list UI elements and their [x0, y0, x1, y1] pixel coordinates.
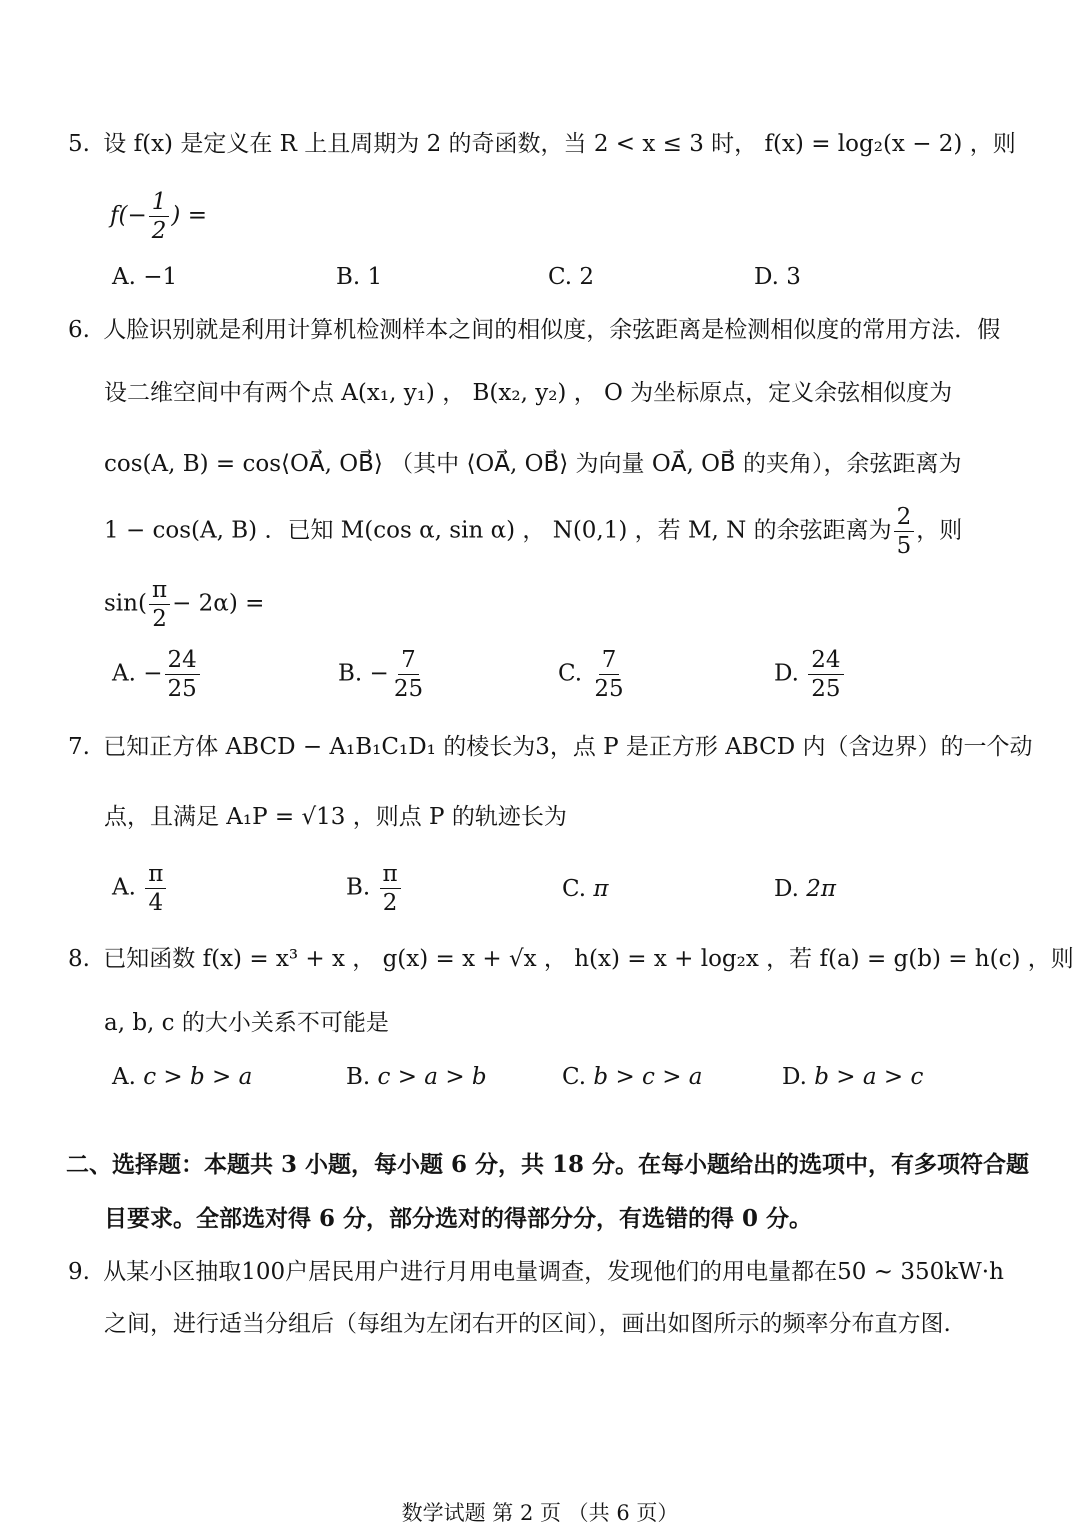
option-text: b > a > c — [814, 1064, 924, 1090]
fraction-den: 25 — [811, 676, 841, 703]
option-fraction — [591, 648, 626, 701]
q6-number: 6. — [68, 317, 90, 343]
option-sign: − — [143, 660, 163, 687]
q7-option-d — [774, 878, 836, 901]
option-label: D. — [782, 1064, 807, 1090]
q9-number: 9. — [68, 1259, 90, 1285]
page-footer: 数学试题 第 2 页 （共 6 页） — [401, 1501, 679, 1525]
fraction-num: 7 — [398, 648, 419, 675]
option-label: D. — [774, 876, 799, 902]
q5-expr-fraction — [149, 190, 170, 243]
option-label: D. — [754, 264, 779, 290]
fraction-num: π — [145, 862, 166, 889]
q7-line-1 — [68, 736, 1033, 759]
q8-number: 8. — [68, 946, 90, 972]
option-label: D. — [774, 660, 799, 687]
fraction-den: 5 — [896, 533, 912, 560]
q6-option-c — [558, 648, 629, 701]
q9-line-1 — [68, 1261, 1004, 1284]
option-sign: − — [369, 660, 389, 687]
q5-expr-den: 2 — [151, 218, 167, 245]
q7-option-b — [346, 862, 403, 915]
q8-line-1-text: 已知函数 f(x) = x³ + x ， g(x) = x + √x ， h(x) = x + log₂x ，若 f(a) = g(b) = h(c) ，则 — [103, 946, 1074, 972]
q7-line-1-text: 已知正方体 ABCD − A₁B₁C₁D₁ 的棱长为3，点 P 是正方形 ABCD 内（含边界）的一个动 — [103, 734, 1033, 760]
option-label: B. — [338, 660, 363, 687]
option-text: 2 — [579, 264, 595, 290]
option-fraction — [145, 862, 166, 915]
option-label: A. — [112, 660, 136, 687]
q6-line-4-text: 1 − cos(A, B) ．已知 M(cos α, sin α) ， N(0,1) ，若 M, N 的余弦距离为 — [104, 517, 892, 544]
q6-line-5 — [104, 578, 264, 631]
option-label: C. — [548, 264, 573, 290]
q5-stem-text: 设 f(x) 是定义在 R 上且周期为 2 的奇函数，当 2 < x ≤ 3 时， f(x) = log₂(x − 2) ，则 — [103, 131, 1016, 157]
option-label: B. — [336, 264, 361, 290]
q6-line-1 — [68, 319, 1000, 342]
option-fraction — [808, 648, 843, 701]
q8-line-2: a, b, c 的大小关系不可能是 — [104, 1010, 389, 1036]
option-text: π — [593, 876, 609, 902]
option-text: 1 — [367, 264, 383, 290]
option-text: 2π — [806, 876, 836, 902]
q6-line-5-suffix: − 2α) = — [172, 590, 265, 617]
q8-option-a — [112, 1066, 252, 1089]
option-label: C. — [558, 660, 583, 687]
q8-option-b — [346, 1066, 487, 1089]
q5-option-c — [548, 266, 594, 289]
option-label: A. — [112, 874, 136, 901]
q5-option-b — [336, 266, 382, 289]
fraction-num: 2 — [894, 505, 915, 532]
q8-option-c — [562, 1066, 703, 1089]
fraction-num: 24 — [165, 648, 200, 675]
option-fraction — [391, 648, 426, 701]
option-label: C. — [562, 1064, 587, 1090]
q5-option-a — [112, 266, 177, 289]
option-text: c > b > a — [143, 1064, 253, 1090]
option-fraction — [165, 648, 200, 701]
q6-line-2: 设二维空间中有两个点 A(x₁, y₁) ， B(x₂, y₂) ， O 为坐标原点，定义余弦相似度为 — [104, 380, 953, 406]
option-label: B. — [346, 874, 371, 901]
fraction-den: 25 — [167, 676, 197, 703]
q5-expression — [110, 190, 207, 243]
q6-line-5-fraction — [149, 578, 170, 631]
fraction-den: 25 — [594, 676, 624, 703]
q6-option-d — [774, 648, 846, 701]
q5-number: 5. — [68, 131, 90, 157]
q7-option-c — [562, 878, 609, 901]
fraction-den: 25 — [393, 676, 424, 703]
option-fraction — [380, 862, 401, 915]
q9-line-2: 之间，进行适当分组后（每组为左闭右开的区间），画出如图所示的频率分布直方图. — [104, 1311, 951, 1337]
option-label: A. — [112, 264, 136, 290]
option-text: c > a > b — [377, 1064, 487, 1090]
q6-option-a — [112, 648, 202, 701]
q6-option-b — [338, 648, 428, 701]
fraction-num: 7 — [599, 648, 620, 675]
q7-number: 7. — [68, 734, 90, 760]
fraction-num: π — [149, 578, 170, 605]
option-label: C. — [562, 876, 587, 902]
q6-line-4-tail: ，则 — [916, 517, 963, 544]
q7-line-2: 点，且满足 A₁P = √13 ，则点 P 的轨迹长为 — [104, 804, 567, 830]
q5-option-d — [754, 266, 801, 289]
q6-line-3: cos(A, B) = cos⟨OA⃗, OB⃗⟩ （其中 ⟨OA⃗, OB⃗⟩ 为向量 OA⃗, OB⃗ 的夹角），余弦距离为 — [104, 451, 962, 477]
q7-option-a — [112, 862, 168, 915]
option-text: b > c > a — [593, 1064, 703, 1090]
q8-option-d — [782, 1066, 923, 1089]
option-text: 3 — [786, 264, 801, 290]
fraction-num: π — [380, 862, 401, 889]
q5-expr-prefix: f(− — [110, 202, 147, 229]
option-label: A. — [112, 1064, 136, 1090]
q6-line-4-fraction — [894, 505, 915, 558]
fraction-num: 24 — [808, 648, 843, 675]
q8-line-1 — [68, 948, 1074, 971]
section-2-heading-line-2: 目要求。全部选对得 6 分，部分选对的得部分分，有选错的得 0 分。 — [104, 1205, 813, 1232]
option-label: B. — [346, 1064, 371, 1090]
q6-line-1-text: 人脸识别就是利用计算机检测样本之间的相似度，余弦距离是检测相似度的常用方法．假 — [103, 317, 1001, 343]
q5-expr-suffix: ) = — [171, 202, 207, 229]
q5-stem-line — [68, 133, 1016, 156]
fraction-den: 2 — [152, 606, 167, 633]
option-text: −1 — [143, 264, 178, 290]
q6-line-4 — [104, 505, 962, 558]
q5-expr-num: 1 — [149, 190, 170, 217]
q9-line-1-text: 从某小区抽取100户居民用户进行月用电量调查，发现他们的用电量都在50 ~ 350kW·h — [103, 1259, 1004, 1285]
fraction-den: 4 — [148, 890, 164, 917]
section-2-heading-line-1: 二、选择题：本题共 3 小题，每小题 6 分，共 18 分。在每小题给出的选项中，有多项符合题 — [66, 1151, 1030, 1178]
fraction-den: 2 — [382, 890, 398, 917]
q6-line-5-prefix: sin( — [104, 590, 147, 617]
